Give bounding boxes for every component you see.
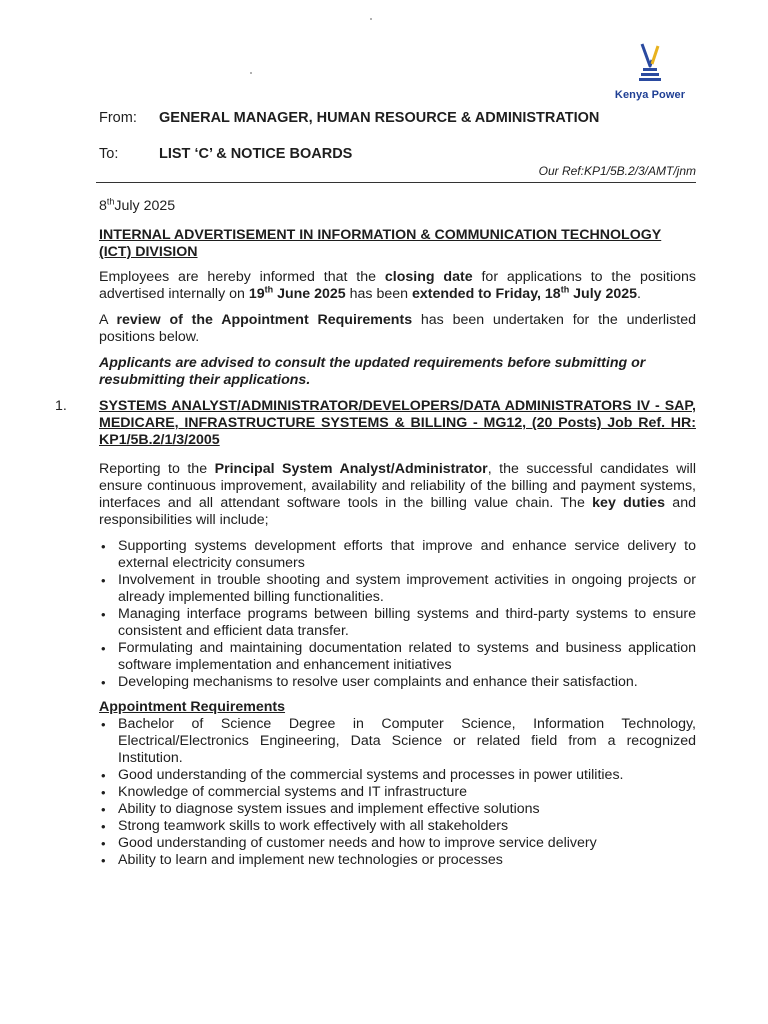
list-item: • Ability to diagnose system issues and implement effective solutions bbox=[99, 801, 696, 818]
paragraph-closing-date: Employees are hereby informed that the closing date for applications to the positions advertised internally on 19th June 2025 has been extended to Friday, 18th July 2025. bbox=[99, 269, 697, 302]
list-item: • Managing interface programs between billing systems and third-party systems to ensure consistent and efficient data transfer. bbox=[99, 606, 696, 640]
requirements-list bbox=[99, 716, 696, 869]
section-title: SYSTEMS ANALYST/ADMINISTRATOR/DEVELOPERS/DATA ADMINISTRATORS IV - SAP, MEDICARE, INFRASTRUCTURE SYSTEMS & BILLING - MG12, (20 Posts) Job Ref. HR: KP1/5B.2/1/3/2005 bbox=[99, 398, 696, 448]
list-item: • Involvement in trouble shooting and system improvement activities in ongoing projects or already implemented billing functionalities. bbox=[99, 572, 696, 606]
list-item: • Good understanding of the commercial systems and processes in power utilities. bbox=[99, 767, 696, 784]
section-intro: Reporting to the Principal System Analyst/Administrator, the successful candidates will ensure continuous improvement, availability and reliability of the billing and payment systems, interfaces and all attendant software tools in the billing value chain. The key duties and responsibilities will include; bbox=[99, 461, 696, 528]
paragraph-review: A review of the Appointment Requirements has been undertaken for the underlisted positions below. bbox=[99, 312, 697, 345]
section-number: 1. bbox=[55, 398, 67, 414]
from-value: GENERAL MANAGER, HUMAN RESOURCE & ADMINISTRATION bbox=[159, 110, 600, 126]
to-line bbox=[99, 146, 352, 162]
scan-speck bbox=[250, 72, 252, 74]
kenya-power-logo bbox=[602, 40, 698, 106]
list-item: • Developing mechanisms to resolve user complaints and enhance their satisfaction. bbox=[99, 674, 696, 691]
reference-number: Our Ref:KP1/5B.2/3/AMT/jnm bbox=[538, 164, 696, 178]
letter-date: 8thJuly 2025 bbox=[99, 196, 176, 214]
from-label: From: bbox=[99, 110, 137, 126]
duties-list bbox=[99, 538, 696, 691]
list-item: • Knowledge of commercial systems and IT infrastructure bbox=[99, 784, 696, 801]
list-item: • Ability to learn and implement new technologies or processes bbox=[99, 852, 696, 869]
list-item: • Supporting systems development efforts that improve and enhance service delivery to external electricity consumers bbox=[99, 538, 696, 572]
applicant-note: Applicants are advised to consult the updated requirements before submitting or resubmitting their applications. bbox=[99, 355, 646, 388]
to-value: LIST ‘C’ & NOTICE BOARDS bbox=[159, 146, 353, 162]
list-item: • Good understanding of customer needs and how to improve service delivery bbox=[99, 835, 696, 852]
scan-speck bbox=[370, 18, 372, 20]
logo-text: Kenya Power bbox=[614, 89, 686, 101]
list-item: • Formulating and maintaining documentation related to systems and business application software implementation and enhancement initiatives bbox=[99, 640, 696, 674]
letter-body bbox=[55, 196, 697, 877]
header-divider bbox=[96, 182, 696, 183]
list-item: • Strong teamwork skills to work effectively with all stakeholders bbox=[99, 818, 696, 835]
to-label: To: bbox=[99, 146, 119, 162]
letter-title: INTERNAL ADVERTISEMENT IN INFORMATION & COMMUNICATION TECHNOLOGY (ICT) DIVISION bbox=[99, 227, 662, 260]
kenya-power-logo-icon bbox=[630, 40, 670, 88]
list-item: • Bachelor of Science Degree in Computer Science, Information Technology, Electrical/Electronics Engineering, Data Science or related field from a recognized Institution. bbox=[99, 716, 696, 767]
from-line bbox=[99, 110, 599, 126]
section-1 bbox=[55, 398, 696, 449]
requirements-heading: Appointment Requirements bbox=[99, 699, 286, 715]
